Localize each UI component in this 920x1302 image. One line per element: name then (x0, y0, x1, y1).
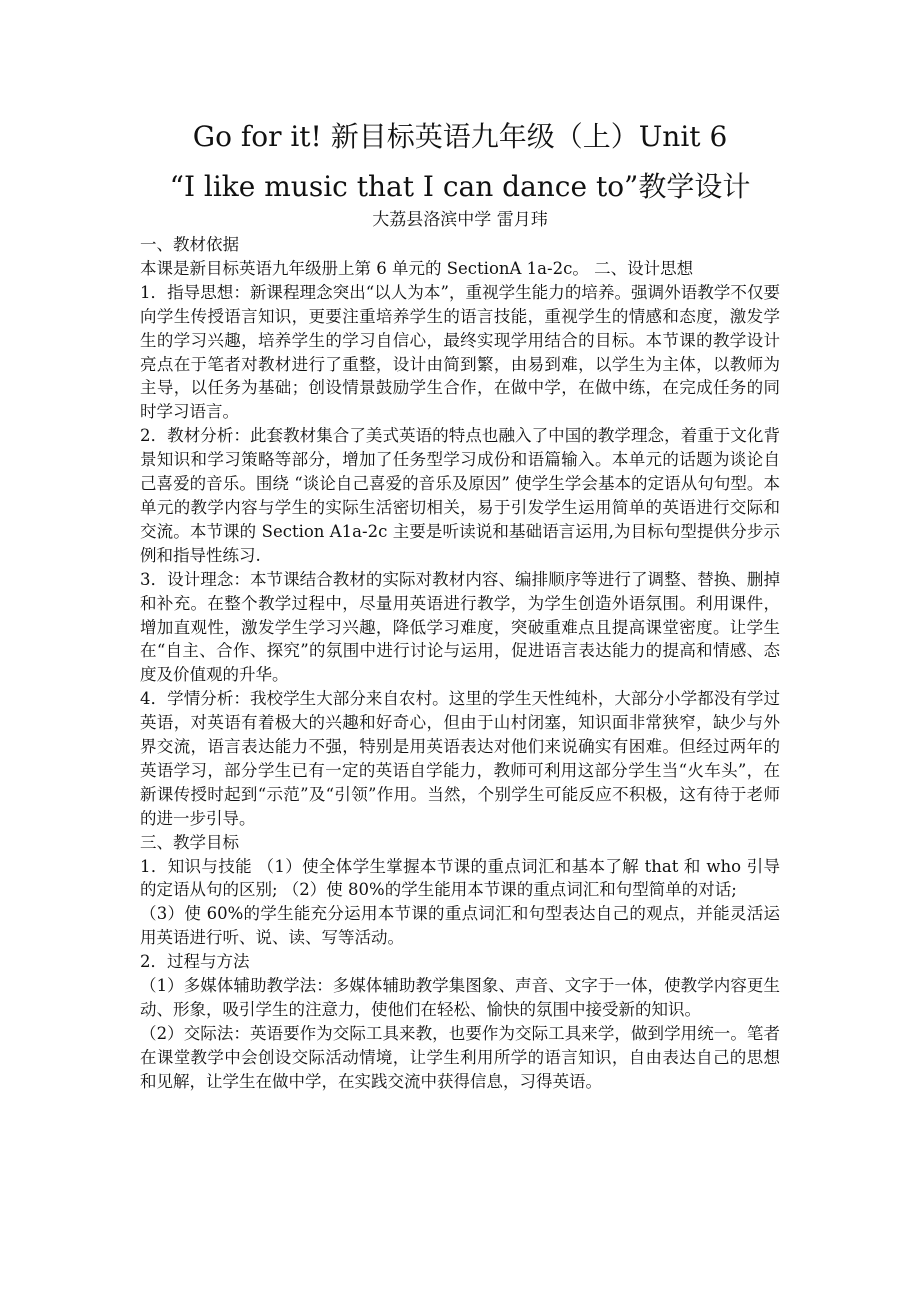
subheading-process-method: 2．过程与方法 (140, 952, 250, 972)
paragraph-guiding-thought: 1．指导思想：新课程理念突出“以人为本”，重视学生能力的培养。强调外语教学不仅要向学生传授语言知识，更要注重培养学生的语言技能，重视学生的情感和态度，激发学生的学习兴趣，培养学生的学习自信心，最终实现学用结合的目标。本节课的教学设计亮点在于笔者对教材进行了重整，设计由简到繁，由易到难，以学生为主体，以教师为主导，以任务为基础；创设情景鼓励学生合作，在做中学，在做中练，在完成任务的同时学习语言。 (140, 282, 780, 422)
paragraph-multimedia-method: （1）多媒体辅助教学法：多媒体辅助教学集图象、声音、文字于一体，使教学内容更生动、形象，吸引学生的注意力，使他们在轻松、愉快的氛围中接受新的知识。 (140, 976, 780, 1019)
paragraph-knowledge-skills: 1．知识与技能 （1）使全体学生掌握本节课的重点词汇和基本了解 that 和 who 引导的定语从句的区别; （2）使 80%的学生能用本节课的重点词汇和句型简单的对话; (140, 856, 780, 900)
author-line: 大荔县洛滨中学 雷月玮 (372, 210, 548, 230)
document-title-line1: Go for it! 新目标英语九年级（上）Unit 6 (192, 120, 728, 153)
paragraph-student-analysis: 4．学情分析：我校学生大部分来自农村。这里的学生天性纯朴，大部分小学都没有学过英语，对英语有着极大的兴趣和好奇心，但由于山村闭塞，知识面非常狭窄，缺少与外界交流，语言表达能力不强，特别是用英语表达对他们来说确实有困难。但经过两年的英语学习，部分学生已有一定的英语自学能力，教师可利用这部分学生当“火车头”，在新课传授时起到“示范”及“引领”作用。当然，个别学生可能反应不积极，这有待于老师的进一步引导。 (140, 689, 780, 828)
paragraph-objective-3: （3）使 60%的学生能充分运用本节课的重点词汇和句型表达自己的观点，并能灵活运用英语进行听、说、读、写等活动。 (140, 904, 780, 948)
document-body (140, 233, 780, 1094)
section-heading-basis: 一、教材依据 (140, 235, 239, 254)
section-heading-objectives: 三、教学目标 (140, 832, 239, 852)
document-title-line2: “I like music that I can dance to”教学设计 (169, 170, 751, 203)
paragraph-textbook-analysis: 2．教材分析：此套教材集合了美式英语的特点也融入了中国的教学理念，着重于文化背景知识和学习策略等部分，增加了任务型学习成份和语篇输入。本单元的话题为谈论自己喜爱的音乐。围绕 “谈论自己喜爱的音乐及原因” 使学生学会基本的定语从句句型。本单元的教学内容与学生的实际生活密切相关，易于引发学生运用简单的英语进行交际和交流。本节课的 Section A1a-2c 主要是听读说和基础语言运用,为目标句型提供分步示例和指导性练习. (140, 426, 780, 565)
paragraph-communicative-method: （2）交际法：英语要作为交际工具来教，也要作为交际工具来学，做到学用统一。笔者在课堂教学中会创设交际活动情境，让学生利用所学的语言知识，自由表达自己的思想和见解，让学生在做中学，在实践交流中获得信息，习得英语。 (140, 1023, 780, 1091)
paragraph-intro: 本课是新目标英语九年级册上第 6 单元的 SectionA 1a-2c。 二、设计思想 (140, 258, 694, 278)
paragraph-design-concept: 3．设计理念：本节课结合教材的实际对教材内容、编排顺序等进行了调整、替换、删掉和补充。在整个教学过程中，尽量用英语进行教学，为学生创造外语氛围。利用课件，增加直观性，激发学生学习兴趣，降低学习难度，突破重难点且提高课堂密度。让学生在“自主、合作、探究”的氛围中进行讨论与运用，促进语言表达能力的提高和情感、态度及价值观的升华。 (140, 569, 780, 685)
